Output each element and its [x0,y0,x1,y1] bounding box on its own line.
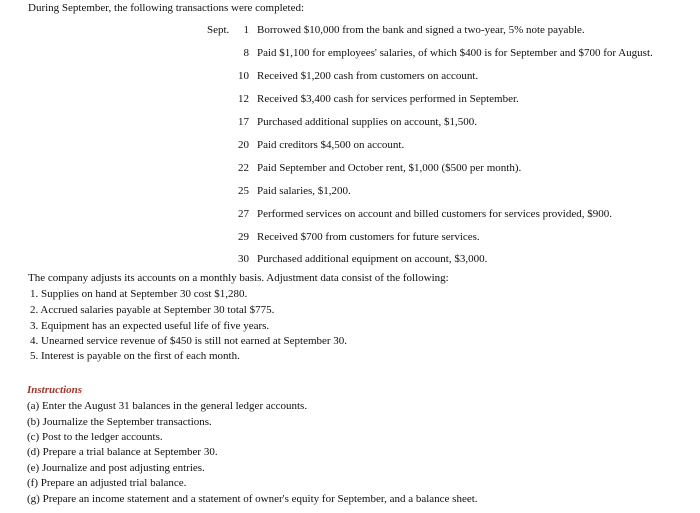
transaction-day: 22 [238,162,249,174]
transaction-day: 10 [238,70,249,82]
adjustment-item: 5. Interest is payable on the first of each month. [30,350,240,362]
transaction-text: Paid $1,100 for employees' salaries, of which $400 is for September and $700 for August. [257,47,653,59]
transaction-text: Paid September and October rent, $1,000 ($500 per month). [257,162,522,174]
instruction-item: (a) Enter the August 31 balances in the general ledger accounts. [27,400,308,412]
transaction-text: Purchased additional equipment on account, $3,000. [257,253,488,265]
adjustment-item: 4. Unearned service revenue of $450 is still not earned at September 30. [30,335,348,347]
instruction-item: (g) Prepare an income statement and a statement of owner's equity for September, and a balance sheet. [27,493,478,505]
transaction-day: 17 [238,116,249,128]
transaction-text: Received $700 from customers for future services. [257,231,480,243]
instruction-item: (f) Prepare an adjusted trial balance. [27,477,187,489]
adjustment-item: 2. Accrued salaries payable at September 30 total $775. [30,304,275,316]
transaction-day: 8 [243,47,249,59]
transaction-day: 1 [243,24,249,36]
transaction-day: 25 [238,185,249,197]
transaction-day: 30 [238,253,249,265]
instruction-item: (d) Prepare a trial balance at September 30. [27,446,218,458]
intro-text: During September, the following transactions were completed: [28,2,305,14]
instructions-heading: Instructions [27,384,83,396]
transaction-text: Received $3,400 cash for services performed in September. [257,93,519,105]
instruction-item: (e) Journalize and post adjusting entries. [27,462,205,474]
month-label: Sept. [207,24,230,36]
transaction-day: 12 [238,93,249,105]
transaction-day: 29 [238,231,249,243]
transaction-text: Purchased additional supplies on account, $1,500. [257,116,477,128]
instruction-item: (b) Journalize the September transactions. [27,416,212,428]
transaction-text: Paid creditors $4,500 on account. [257,139,405,151]
transaction-day: 27 [238,208,249,220]
transaction-day: 20 [238,139,249,151]
transaction-text: Paid salaries, $1,200. [257,185,351,197]
adjustment-item: 3. Equipment has an expected useful life of five years. [30,320,270,332]
transaction-text: Received $1,200 cash from customers on account. [257,70,479,82]
adjustment-item: 1. Supplies on hand at September 30 cost $1,280. [30,288,248,300]
adjustments-intro: The company adjusts its accounts on a monthly basis. Adjustment data consist of the following: [28,272,449,284]
transaction-text: Borrowed $10,000 from the bank and signed a two-year, 5% note payable. [257,24,585,36]
instruction-item: (c) Post to the ledger accounts. [27,431,163,443]
transaction-text: Performed services on account and billed customers for services provided, $900. [257,208,612,220]
